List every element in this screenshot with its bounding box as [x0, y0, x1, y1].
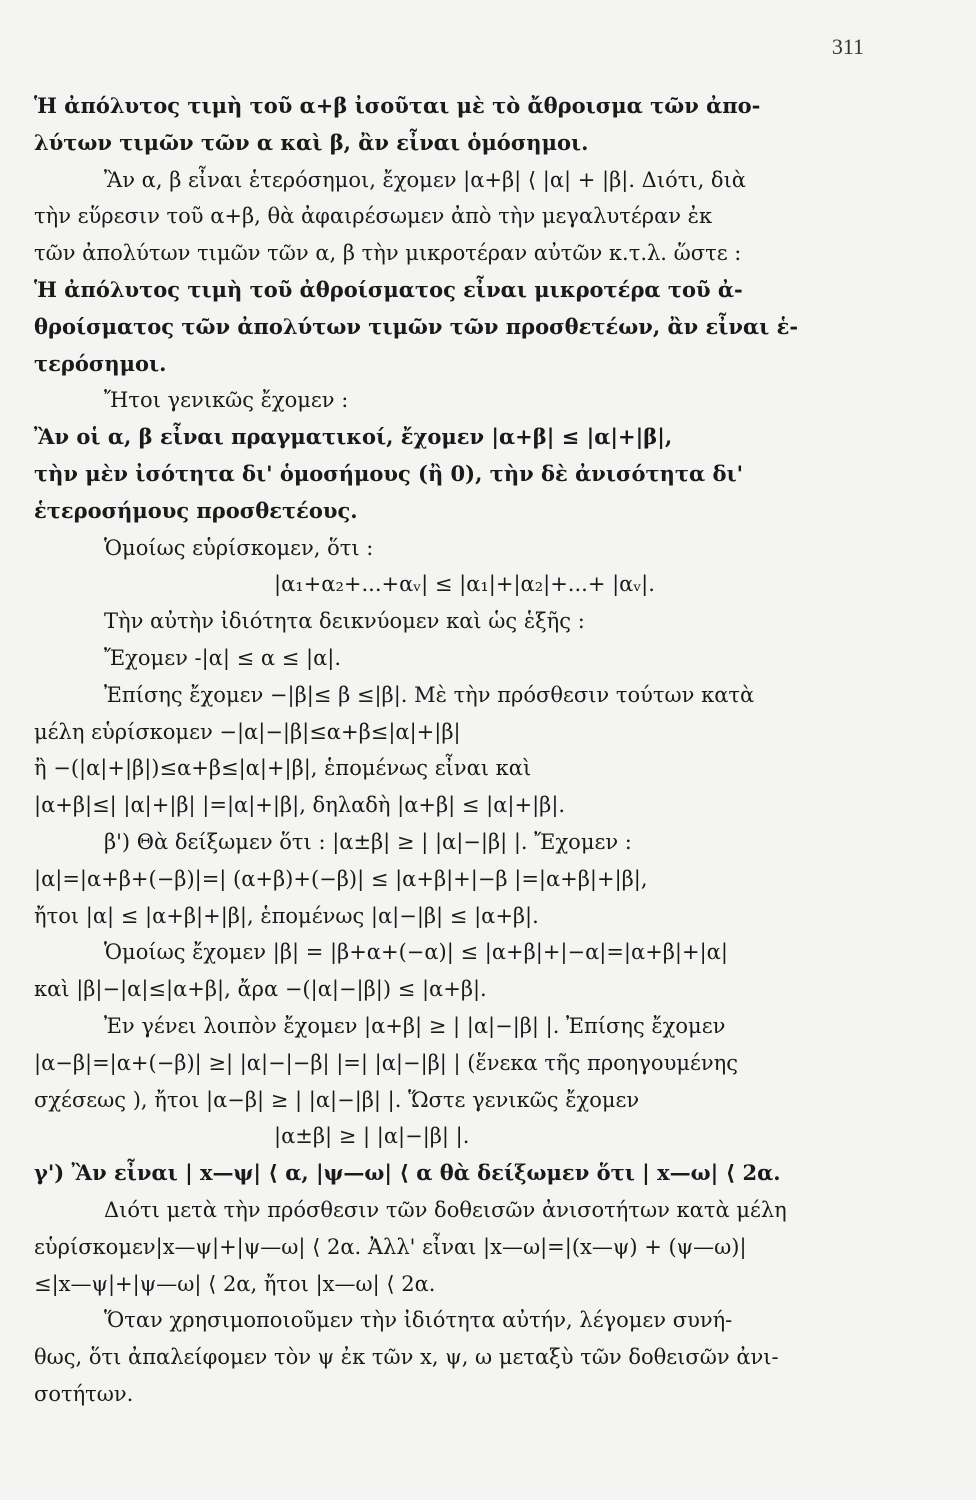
- text-line: |α₁+α₂+...+αᵥ| ≤ |α₁|+|α₂|+...+ |αᵥ|.: [274, 572, 655, 597]
- text-line: καὶ |β|−|α|≤|α+β|, ἄρα −(|α|−|β|) ≤ |α+β|.: [34, 977, 487, 1002]
- text-line: τῶν ἀπολύτων τιμῶν τῶν α, β τὴν μικροτέραν αὐτῶν κ.τ.λ. ὥστε :: [34, 241, 742, 266]
- text-line: μέλη εὑρίσκομεν −|α|−|β|≤α+β≤|α|+|β|: [34, 719, 461, 744]
- text-line: ἤτοι |α| ≤ |α+β|+|β|, ἑπομένως |α|−|β| ≤ |α+β|.: [34, 903, 539, 928]
- page-number: 311: [831, 34, 864, 59]
- text-line: τὴν εὕρεσιν τοῦ α+β, θὰ ἀφαιρέσωμεν ἀπὸ τὴν μεγαλυτέραν ἐκ: [34, 204, 713, 229]
- text-line: β') Θὰ δείξωμεν ὅτι : |α±β| ≥ | |α|−|β| |. Ἔχομεν :: [104, 829, 632, 854]
- text-line: γ') Ἂν εἶναι | x—ψ| ⟨ α, |ψ—ω| ⟨ α θὰ δείξωμεν ὅτι | x—ω| ⟨ 2α.: [34, 1160, 781, 1186]
- text-line: θροίσματος τῶν ἀπολύτων τιμῶν τῶν προσθετέων, ἂν εἶναι ἑ-: [34, 313, 799, 339]
- text-line: |α±β| ≥ | |α|−|β| |.: [274, 1124, 470, 1149]
- text-line: Ἔχομεν -|α| ≤ α ≤ |α|.: [104, 645, 342, 670]
- text-line: Ἡ ἀπόλυτος τιμὴ τοῦ ἀθροίσματος εἶναι μικροτέρα τοῦ ἀ-: [34, 276, 743, 302]
- text-line: Διότι μετὰ τὴν πρόσθεσιν τῶν δοθεισῶν ἀνισοτήτων κατὰ μέλη: [104, 1197, 787, 1222]
- text-line: Ὅταν χρησιμοποιοῦμεν τὴν ἰδιότητα αὐτήν, λέγομεν συνή-: [104, 1308, 733, 1333]
- text-line: Ὁμοίως ἔχομεν |β| = |β+α+(−α)| ≤ |α+β|+|−α|=|α+β|+|α|: [104, 940, 728, 965]
- text-line: λύτων τιμῶν τῶν α καὶ β, ἂν εἶναι ὁμόσημοι.: [34, 129, 589, 155]
- text-line: |α+β|≤| |α|+|β| |=|α|+|β|, δηλαδὴ |α+β| ≤ |α|+|β|.: [34, 793, 566, 818]
- text-line: τὴν μὲν ἰσότητα δι' ὁμοσήμους (ἢ 0), τὴν δὲ ἀνισότητα δι': [34, 460, 744, 486]
- text-line: Ἐπίσης ἔχομεν −|β|≤ β ≤|β|. Μὲ τὴν πρόσθεσιν τούτων κατὰ: [104, 682, 755, 707]
- text-line: Ἐν γένει λοιπὸν ἔχομεν |α+β| ≥ | |α|−|β| |. Ἐπίσης ἔχομεν: [104, 1013, 726, 1038]
- text-line: θως, ὅτι ἀπαλείφομεν τὸν ψ ἐκ τῶν x, ψ, ω μεταξὺ τῶν δοθεισῶν ἀνι-: [34, 1345, 779, 1370]
- text-line: ≤|x—ψ|+|ψ—ω| ⟨ 2α, ἤτοι |x—ω| ⟨ 2α.: [34, 1271, 436, 1296]
- text-line: Ἂν α, β εἶναι ἑτερόσημοι, ἔχομεν |α+β| ⟨ |α| + |β|. Διότι, διὰ: [104, 167, 746, 192]
- text-line: ἢ −(|α|+|β|)≤α+β≤|α|+|β|, ἑπομένως εἶναι καὶ: [34, 756, 532, 781]
- text-line: Ἂν οἱ α, β εἶναι πραγματικοί, ἔχομεν |α+β| ≤ |α|+|β|,: [34, 424, 673, 450]
- text-line: Ὁμοίως εὑρίσκομεν, ὅτι :: [104, 535, 374, 560]
- text-line: εὑρίσκομεν|x—ψ|+|ψ—ω| ⟨ 2α. Ἀλλ' εἶναι |x—ω|=|(x—ψ) + (ψ—ω)|: [34, 1234, 747, 1259]
- text-line: τερόσημοι.: [34, 350, 167, 376]
- text-line: |α|=|α+β+(−β)|=| (α+β)+(−β)| ≤ |α+β|+|−β |=|α+β|+|β|,: [34, 866, 648, 891]
- text-line: σοτήτων.: [34, 1381, 134, 1406]
- text-line: Ἤτοι γενικῶς ἔχομεν :: [104, 388, 349, 413]
- text-line: Ἡ ἀπόλυτος τιμὴ τοῦ α+β ἰσοῦται μὲ τὸ ἄθροισμα τῶν ἀπο-: [34, 93, 761, 118]
- body-text: [34, 88, 884, 1413]
- text-line: Τὴν αὐτὴν ἰδιότητα δεικνύομεν καὶ ὡς ἑξῆς :: [104, 609, 585, 634]
- text-line: |α−β|=|α+(−β)| ≥| |α|−|−β| |=| |α|−|β| | (ἕνεκα τῆς προηγουμένης: [34, 1050, 738, 1075]
- text-line: ἑτεροσήμους προσθετέους.: [34, 497, 358, 523]
- text-line: σχέσεως ), ἤτοι |α−β| ≥ | |α|−|β| |. Ὥστε γενικῶς ἔχομεν: [34, 1087, 640, 1112]
